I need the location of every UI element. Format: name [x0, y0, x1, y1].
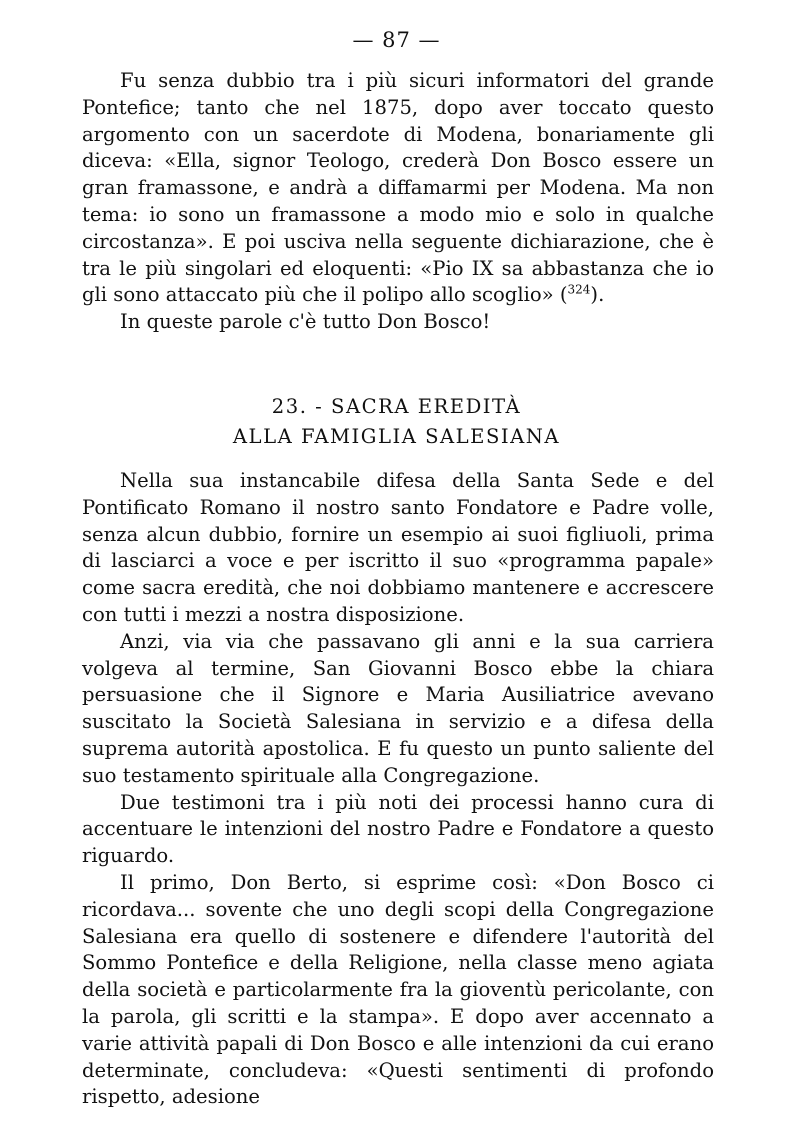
section-heading-subtitle: ALLA FAMIGLIA SALESIANA [232, 425, 561, 448]
body-paragraph: Due testimoni tra i più noti dei processi hanno cura di accentuare le intenzioni del nostro Padre e Fondatore a questo riguardo. [82, 790, 714, 868]
body-paragraph: Anzi, via via che passavano gli anni e la sua carriera volgeva al termine, San Giovanni Bosco ebbe la chiara persuasione che il Signore e Maria Ausiliatrice avevano suscitato la Società Salesiana in servizio e a difesa della suprema autorità apostolica. E fu questo un punto saliente del suo testamento spirituale alla Congregazione. [82, 629, 714, 787]
intro-paragraph-tail: ). [590, 283, 605, 307]
section-heading-title: 23. - SACRA EREDITÀ [271, 395, 522, 418]
intro-text-block [82, 68, 714, 336]
intro-paragraph [82, 68, 714, 309]
section-body-text [82, 468, 714, 1111]
intro-paragraph: In queste parole c'è tutto Don Bosco! [120, 310, 491, 334]
page-number: — 87 — [352, 28, 441, 52]
intro-paragraph-text: Fu senza dubbio tra i più sicuri informatori del grande Pontefice; tanto che nel 1875, dopo aver toccato questo argomento con un sacerdote di Modena, bonariamente gli diceva: «Ella, signor Teologo, crederà Don Bosco essere un gran framassone, e andrà a diffamarmi per Modena. Ma non tema: io sono un framassone a modo mio e solo in qualche circostanza». E poi usciva nella seguente dichiarazione, che è tra le più singolari ed eloquenti: «Pio IX sa abbastanza che io gli sono attaccato più che il polipo allo scoglio» ( [82, 69, 714, 307]
body-paragraph: Nella sua instancabile difesa della Santa Sede e del Pontificato Romano il nostro santo Fondatore e Padre volle, senza alcun dubbio, fornire un esempio ai suoi figliuoli, prima di lasciarci a voce e per iscritto il suo «programma papale» come sacra eredità, che noi dobbiamo mantenere e accrescere con tutti i mezzi a nostra disposizione. [82, 469, 714, 626]
body-paragraph: Il primo, Don Berto, si esprime così: «Don Bosco ci ricordava... sovente che uno degli scopi della Congregazione Salesiana era quello di sostenere e difendere l'autorità del Sommo Pontefice e della Religione, nella classe meno agiata della società e particolarmente fra la gioventù pericolante, con la parola, gli scritti e la stampa». E dopo aver accennato a varie attività papali di Don Bosco e alle intenzioni da cui erano determinate, concludeva: «Questi sentimenti di profondo rispetto, adesione [82, 870, 714, 1109]
footnote-reference: 324 [567, 282, 591, 297]
